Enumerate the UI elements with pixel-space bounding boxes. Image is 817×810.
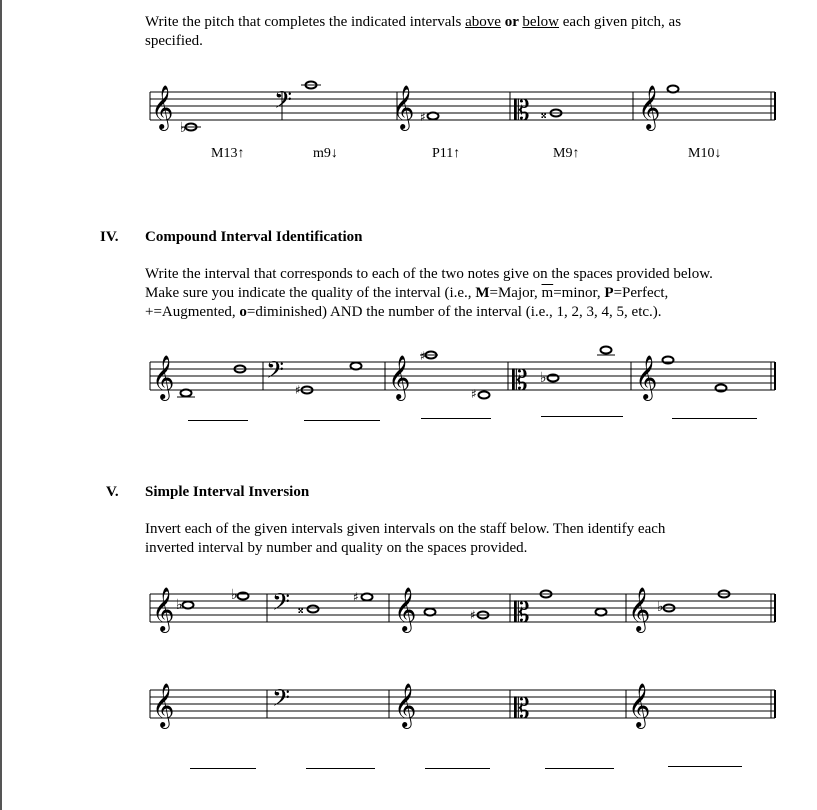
section5-title: Simple Interval Inversion [145, 484, 310, 500]
interval-label: M9↑ [553, 146, 580, 161]
treble-clef-icon: 𝄞 [394, 587, 417, 631]
whole-notes [181, 82, 730, 619]
instruction-text: =diminished) AND the number of the interval (i.e., 1, 2, 3, 4, 5, etc.). [246, 304, 662, 320]
perfect-abbr: P [604, 285, 614, 301]
sharp-icon: ♯ [353, 590, 359, 604]
treble-clef-icon: 𝄞 [392, 85, 415, 129]
treble-clef-icon: 𝄞 [628, 683, 651, 727]
instruction-text: =Perfect, [613, 285, 669, 301]
sharp-icon: ♯ [471, 387, 477, 401]
treble-clef-icon: 𝄞 [638, 85, 661, 129]
interval-label: P11↑ [432, 146, 461, 161]
instruction-text: +=Augmented, [145, 304, 240, 320]
sharp-icon: ♯ [420, 349, 426, 363]
alto-clef-icon: 𝄡 [514, 692, 530, 725]
instruction-text: Write the interval that corresponds to each of the two notes give on the spaces provided below. [145, 266, 713, 282]
section5-numeral: V. [106, 484, 119, 500]
double-sharp-icon: 𝄪 [541, 107, 547, 121]
whole-note [601, 347, 612, 354]
interval-label: m9↓ [313, 146, 338, 161]
whole-note [428, 113, 439, 120]
minor-abbr: $\overline{m}$ [541, 285, 554, 301]
whole-note [362, 594, 373, 601]
sharp-icon: ♯ [420, 110, 426, 124]
whole-note [308, 606, 319, 613]
flat-icon: ♭ [180, 120, 187, 136]
major-abbr: M [475, 285, 490, 301]
alto-clef-icon: 𝄡 [514, 94, 530, 127]
whole-note [668, 86, 679, 93]
staff-lines [150, 85, 775, 718]
diminished-abbr: o [239, 304, 247, 320]
instruction-text: inverted interval by number and quality on the spaces provided. [145, 540, 528, 556]
bass-clef-icon: 𝄢 [266, 356, 285, 389]
treble-clef-icon: 𝄞 [152, 683, 175, 727]
treble-clef-icon: 𝄞 [152, 355, 175, 399]
treble-clef-icon: 𝄞 [635, 355, 658, 399]
flat-icon: ♭ [540, 370, 547, 386]
below-word: below [522, 14, 560, 30]
flat-icon: ♭ [176, 597, 183, 613]
bass-clef-icon: 𝄢 [272, 588, 291, 621]
treble-clef-icon: 𝄞 [151, 85, 174, 129]
alto-clef-icon: 𝄡 [514, 596, 530, 629]
interval-label: M13↑ [211, 146, 245, 161]
section4-title: Compound Interval Identification [145, 229, 363, 245]
whole-note [183, 602, 194, 609]
instruction-text: each given pitch, as [559, 14, 682, 30]
interval-label: M10↓ [688, 146, 722, 161]
flat-icon: ♭ [231, 587, 238, 603]
whole-note [181, 390, 192, 397]
whole-note [425, 609, 436, 616]
instruction-text: Write the pitch that completes the indicated intervals [145, 14, 466, 30]
bass-clef-icon: 𝄢 [272, 684, 291, 717]
or-word: or [500, 14, 523, 30]
treble-clef-icon: 𝄞 [388, 355, 411, 399]
instruction-text: specified. [145, 33, 203, 49]
instruction-text: Make sure you indicate the quality of the interval (i.e., [145, 285, 476, 301]
section4-numeral: IV. [100, 229, 119, 245]
treble-clef-icon: 𝄞 [628, 587, 651, 631]
sharp-icon: ♯ [470, 608, 476, 622]
treble-clef-icon: 𝄞 [394, 683, 417, 727]
above-word: above [465, 14, 501, 30]
bass-clef-icon: 𝄢 [274, 86, 293, 119]
sharp-icon: ♯ [295, 383, 301, 397]
accidentals [176, 107, 664, 622]
whole-note [351, 363, 362, 370]
instruction-text: Invert each of the given intervals given intervals on the staff below. Then identify each [145, 521, 666, 537]
alto-clef-icon: 𝄡 [512, 364, 528, 397]
double-sharp-icon: 𝄪 [298, 602, 304, 616]
treble-clef-icon: 𝄞 [152, 587, 175, 631]
instruction-text: =Major, [489, 285, 542, 301]
flat-icon: ♭ [657, 599, 664, 615]
clefs [151, 85, 660, 729]
whole-note [596, 609, 607, 616]
whole-note [479, 392, 490, 399]
instruction-text: =minor, [553, 285, 605, 301]
